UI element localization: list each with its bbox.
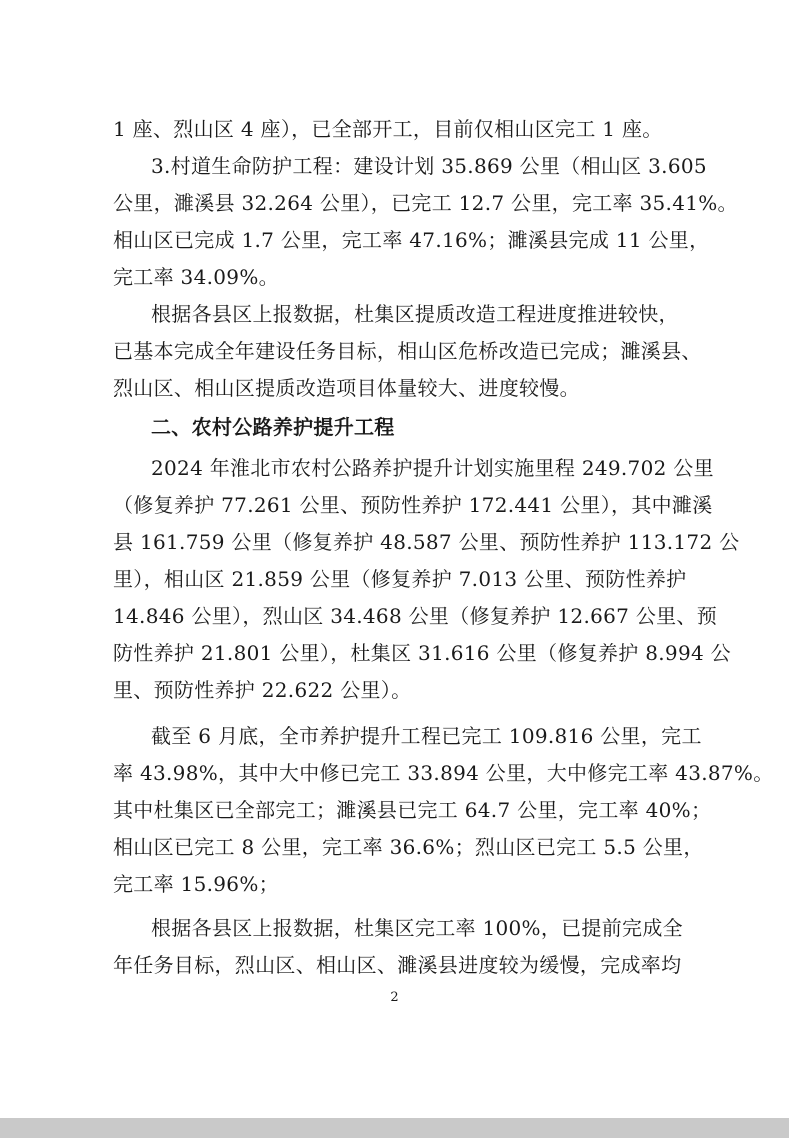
text-line: （修复养护 77.261 公里、预防性养护 172.441 公里），其中濉溪 (113, 493, 713, 517)
section-heading: 二、农村公路养护提升工程 (151, 415, 395, 439)
paragraph-start: 2024 年淮北市农村公路养护提升计划实施里程 249.702 公里 (151, 456, 714, 480)
text-line: 其中杜集区已全部完工；濉溪县已完工 64.7 公里，完工率 40%； (113, 798, 712, 822)
text-line: 防性养护 21.801 公里），杜集区 31.616 公里（修复养护 8.994 公 (113, 641, 731, 665)
text-line: 完工率 15.96%； (113, 872, 279, 896)
text-line: 公里，濉溪县 32.264 公里），已完工 12.7 公里，完工率 35.41%。 (113, 191, 738, 215)
text-line: 年任务目标，烈山区、相山区、濉溪县进度较为缓慢，完成率均 (113, 953, 682, 977)
text-line: 里、预防性养护 22.622 公里）。 (113, 678, 412, 702)
text-line: 相山区已完工 8 公里，完工率 36.6%；烈山区已完工 5.5 公里， (113, 835, 704, 859)
paragraph-start: 根据各县区上报数据，杜集区提质改造工程进度推进较快， (151, 302, 679, 326)
text-line: 率 43.98%，其中大中修已完工 33.894 公里，大中修完工率 43.87%。 (113, 761, 774, 785)
text-line: 相山区已完成 1.7 公里，完工率 47.16%；濉溪县完成 11 公里， (113, 228, 710, 252)
text-line: 县 161.759 公里（修复养护 48.587 公里、预防性养护 113.172 公 (113, 530, 740, 554)
viewer-bottom-edge (0, 1118, 789, 1138)
paragraph-start: 截至 6 月底，全市养护提升工程已完工 109.816 公里，完工 (151, 724, 702, 748)
page-number: 2 (390, 990, 399, 1005)
text-line: 已基本完成全年建设任务目标，相山区危桥改造已完成；濉溪县、 (113, 339, 702, 363)
text-line: 1 座、烈山区 4 座），已全部开工，目前仅相山区完工 1 座。 (113, 117, 663, 141)
text-line: 14.846 公里），烈山区 34.468 公里（修复养护 12.667 公里、预 (113, 604, 718, 628)
paragraph-start: 根据各县区上报数据，杜集区完工率 100%，已提前完成全 (151, 916, 683, 940)
section-item-heading: 3.村道生命防护工程：建设计划 35.869 公里（相山区 3.605 (151, 154, 707, 178)
text-line: 完工率 34.09%。 (113, 265, 279, 289)
text-line: 里），相山区 21.859 公里（修复养护 7.013 公里、预防性养护 (113, 567, 687, 591)
text-line: 烈山区、相山区提质改造项目体量较大、进度较慢。 (113, 376, 580, 400)
